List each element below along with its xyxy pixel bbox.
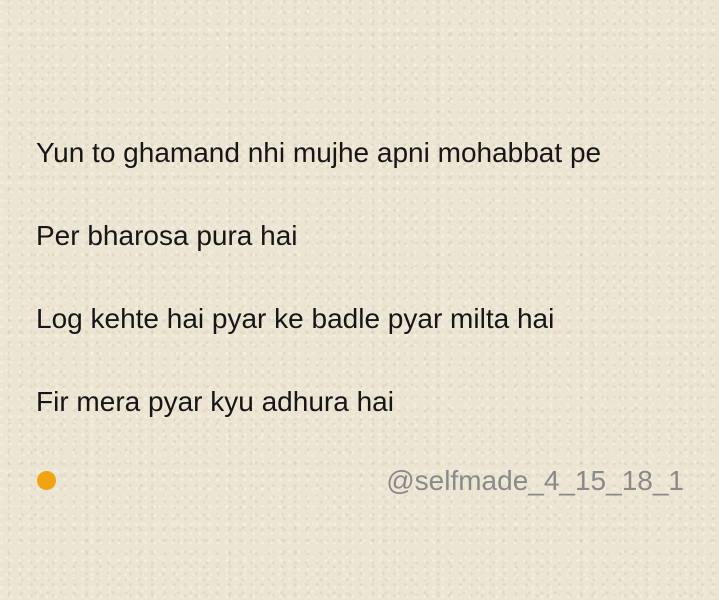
- poem-line-1: Yun to ghamand nhi mujhe apni mohabbat pe: [36, 137, 602, 168]
- author-handle: @selfmade_4_15_18_1: [386, 465, 684, 496]
- poem-text-block: [36, 132, 696, 464]
- poem-line-4: Fir mera pyar kyu adhura hai: [36, 386, 394, 417]
- poem-line-2: Per bharosa pura hai: [36, 220, 298, 251]
- orange-dot-icon: [37, 471, 56, 490]
- poem-line-3: Log kehte hai pyar ke badle pyar milta hai: [36, 303, 555, 334]
